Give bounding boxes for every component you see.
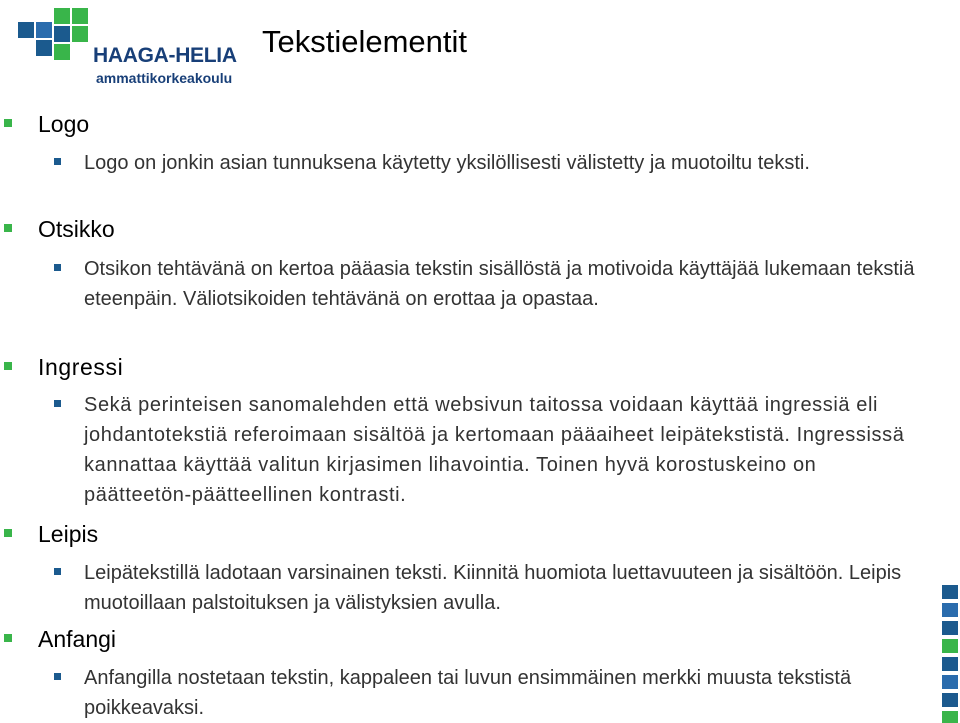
logo-name: HAAGA-HELIA <box>93 44 237 67</box>
slide-title: Tekstielementit <box>262 24 468 59</box>
bullet-text-ingressi: Sekä perinteisen sanomalehden että websivun taitossa voidaan käyttää ingressiä eli johdantotekstiä referoimaan sisältöä ja kertomaan pääaiheet leipätekstistä. Ingressissä kannattaa käyttää valitun kirjasimen lihavointia. Toinen hyvä korostuskeino on päätteetön-päätteellinen kontrasti. <box>84 390 930 510</box>
bullet-text-otsikko: Otsikon tehtävänä on kertoa pääasia tekstin sisällöstä ja motivoida käyttäjää lukemaan tekstiä eteenpäin. Väliotsikoiden tehtävänä on erottaa ja opastaa. <box>84 254 930 314</box>
decorative-squares-icon <box>940 585 960 723</box>
bullet-text-logo: Logo on jonkin asian tunnuksena käytetty yksilöllisesti välistetty ja muotoiltu teksti. <box>84 148 930 178</box>
bullet-text-anfangi: Anfangilla nostetaan tekstin, kappaleen tai luvun ensimmäinen merkki muusta tekstistä poikkeavaksi. <box>84 663 930 723</box>
bullet-heading-anfangi: Anfangi <box>38 626 117 652</box>
bullet-heading-ingressi: Ingressi <box>38 354 124 380</box>
bullet-heading-logo: Logo <box>38 111 90 137</box>
bullet-heading-otsikko: Otsikko <box>38 216 115 242</box>
logo-subtitle: ammattikorkeakoulu <box>96 70 233 86</box>
bullet-heading-leipis: Leipis <box>38 521 99 547</box>
bullet-text-leipis: Leipätekstillä ladotaan varsinainen teksti. Kiinnitä huomiota luettavuuteen ja sisältöön. Leipis muotoillaan palstoituksen ja välistyksien avulla. <box>84 558 930 618</box>
